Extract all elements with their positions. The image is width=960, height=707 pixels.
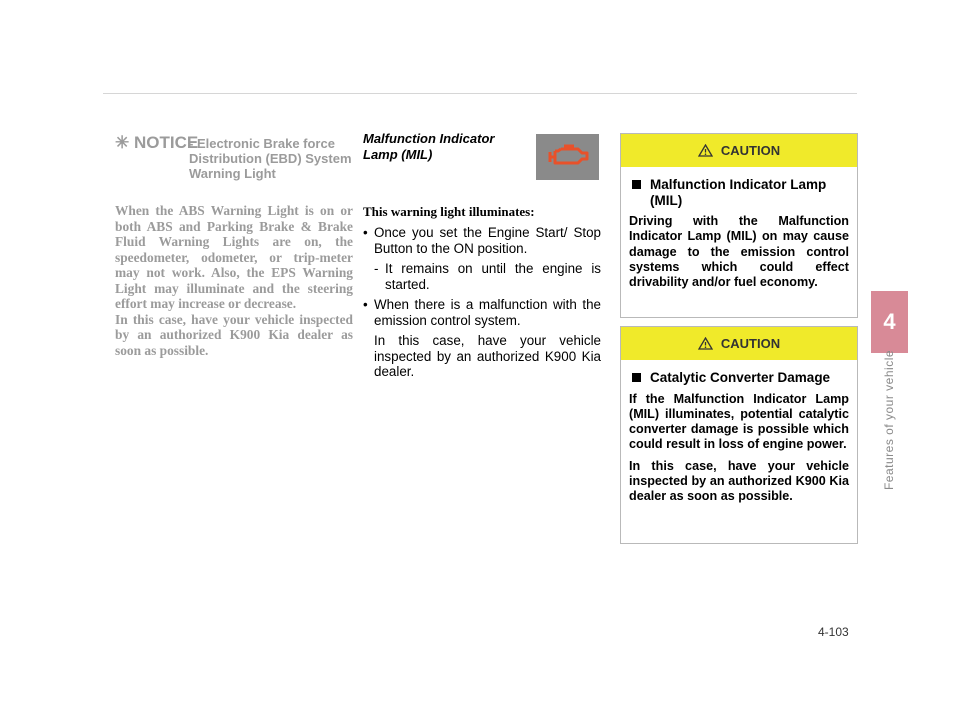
notice-title: - Electronic Brake force Distribution (EBD) System Warning Light <box>189 136 352 181</box>
list-item-text: Once you set the Engine Start/ Stop Button to the ON position. <box>374 225 601 256</box>
chapter-tab[interactable] <box>871 291 908 353</box>
caution-subtitle-text: Malfunction Indicator Lamp (MIL) <box>650 177 827 208</box>
caution-text <box>621 386 857 505</box>
notice-section <box>115 133 353 358</box>
top-rule <box>103 93 857 94</box>
chapter-title: Features of your vehicle <box>882 349 896 491</box>
notice-body <box>115 203 353 358</box>
warning-triangle-icon <box>698 337 713 350</box>
caution-label: CAUTION <box>720 336 781 351</box>
caution-box-mil <box>620 133 858 318</box>
list-item: • When there is a malfunction with the emission control system. <box>363 297 601 328</box>
caution-subtitle-text: Catalytic Converter Damage <box>650 370 831 385</box>
caution-label: CAUTION <box>720 143 781 158</box>
caution-subtitle <box>621 167 857 208</box>
square-bullet-icon <box>632 180 641 189</box>
caution-paragraph: In this case, have your vehicle inspected by an authorized K900 Kia dealer as soon as possible. <box>629 458 849 504</box>
caution-paragraph: If the Malfunction Indicator Lamp (MIL) illuminates, potential catalytic converter damage is possible which could result in loss of engine power. <box>629 391 849 452</box>
mil-title: Malfunction Indicator Lamp (MIL) <box>363 131 495 162</box>
caution-header <box>621 134 857 167</box>
caution-header <box>621 327 857 360</box>
square-bullet-icon <box>632 373 641 382</box>
list-subitem-text: It remains on until the engine is started. <box>385 261 601 292</box>
notice-paragraph: When the ABS Warning Light is on or both ABS and Parking Brake & Brake Fluid Warning Lights are on, the speedometer, odometer, or trip-meter may not work. Also, the EPS Warning Light may illuminate and the steering effort may increase or decrease. <box>115 203 353 311</box>
list-item: • Once you set the Engine Start/ Stop Button to the ON position. <box>363 225 601 256</box>
page-number: 4-103 <box>818 625 849 639</box>
caution-text <box>621 208 857 290</box>
list-subitem: - It remains on until the engine is started. <box>374 261 601 292</box>
caution-subtitle <box>621 360 857 386</box>
chapter-number: 4 <box>883 309 896 334</box>
notice-paragraph: In this case, have your vehicle inspected by an authorized K900 Kia dealer as soon as possible. <box>115 311 353 358</box>
warning-triangle-icon <box>698 144 713 157</box>
caution-paragraph: Driving with the Malfunction Indicator Lamp (MIL) on may cause damage to the emission control systems which could effect drivability and/or fuel economy. <box>629 214 849 290</box>
mil-paragraph: In this case, have your vehicle inspected by an authorized K900 Kia dealer. <box>374 333 601 379</box>
caution-box-catalytic <box>620 326 858 544</box>
engine-check-icon <box>536 134 599 180</box>
condition-list <box>363 225 601 380</box>
list-item-text: When there is a malfunction with the emission control system. <box>374 297 601 328</box>
notice-label: ✳ NOTICE <box>115 133 199 152</box>
illuminates-heading: This warning light illuminates: <box>363 204 535 219</box>
